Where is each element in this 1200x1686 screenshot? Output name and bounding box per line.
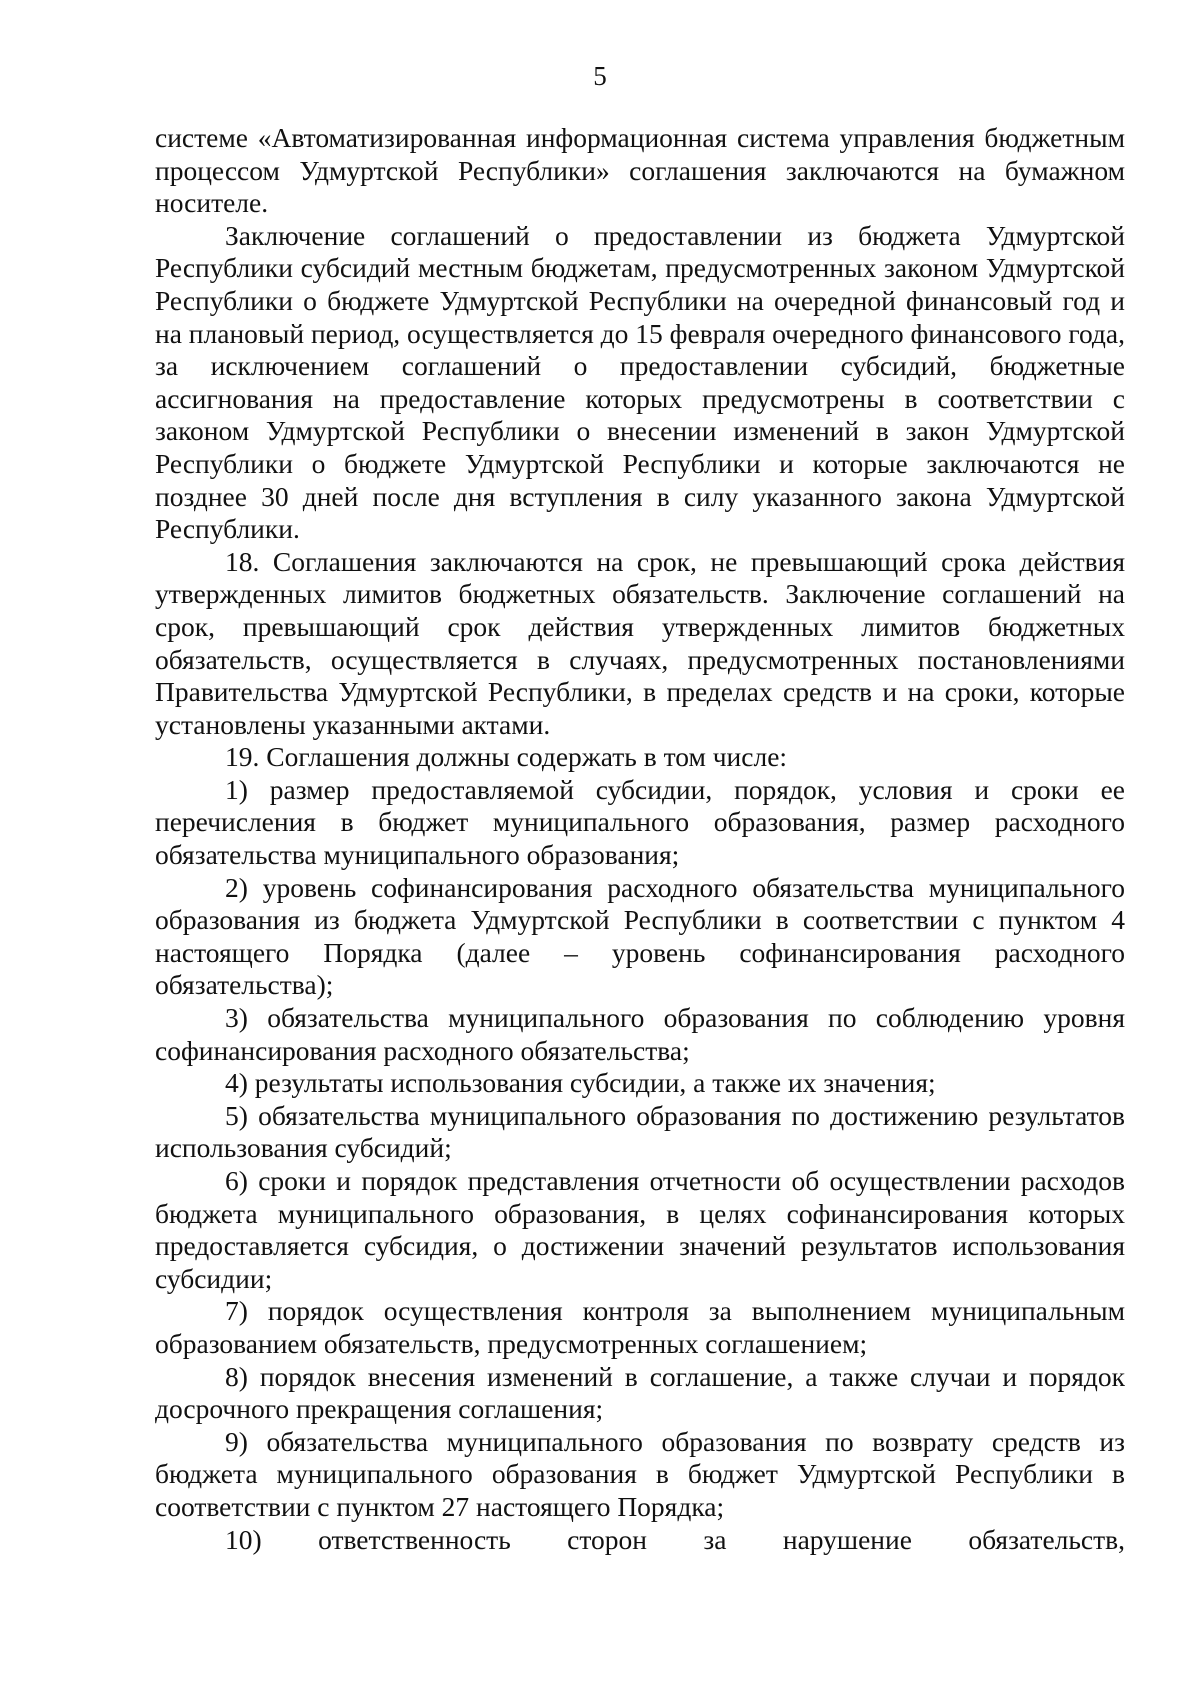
list-item-5: 5) обязательства муниципального образования по достижению результатов использования субсидий; <box>155 1099 1125 1164</box>
list-item-2: 2) уровень софинансирования расходного обязательства муниципального образования из бюджета Удмуртской Республики в соответствии с пунктом 4 настоящего Порядка (далее – уровень софинансирования расходного обязательства); <box>155 871 1125 1001</box>
paragraph-agreement-dates: Заключение соглашений о предоставлении из бюджета Удмуртской Республики субсидий местным бюджетам, предусмотренных законом Удмуртской Республики о бюджете Удмуртской Республики на очередной финансовый год и на плановый период, осуществляется до 15 февраля очередного финансового года, за исключением соглашений о предоставлении субсидий, бюджетные ассигнования на предоставление которых предусмотрены в соответствии с законом Удмуртской Республики о внесении изменений в закон Удмуртской Республики о бюджете Удмуртской Республики и которые заключаются не позднее 30 дней после дня вступления в силу указанного закона Удмуртской Республики. <box>155 219 1125 545</box>
document-body <box>155 122 1125 1556</box>
paragraph-continuation: системе «Автоматизированная информационная система управления бюджетным процессом Удмуртской Республики» соглашения заключаются на бумажном носителе. <box>155 122 1125 219</box>
list-item-4: 4) результаты использования субсидии, а также их значения; <box>225 1067 936 1099</box>
list-item-10: 10) ответственность сторон за нарушение обязательств, <box>225 1523 1125 1555</box>
list-item-1: 1) размер предоставляемой субсидии, порядок, условия и сроки ее перечисления в бюджет муниципального образования, размер расходного обязательства муниципального образования; <box>155 773 1125 871</box>
page-number: 5 <box>593 61 607 91</box>
paragraph-item-18: 18. Соглашения заключаются на срок, не превышающий срока действия утвержденных лимитов бюджетных обязательств. Заключение соглашений на срок, превышающий срок действия утвержденных лимитов бюджетных обязательств, осуществляется в случаях, предусмотренных постановлениями Правительства Удмуртской Республики, в пределах средств и на сроки, которые установлены указанными актами. <box>155 545 1125 740</box>
list-item-7: 7) порядок осуществления контроля за выполнением муниципальным образованием обязательств, предусмотренных соглашением; <box>155 1295 1125 1359</box>
list-item-8: 8) порядок внесения изменений в соглашение, а также случаи и порядок досрочного прекращения соглашения; <box>155 1360 1125 1425</box>
list-item-6: 6) сроки и порядок представления отчетности об осуществлении расходов бюджета муниципального образования, в целях софинансирования которых предоставляется субсидия, о достижении значений результатов использования субсидии; <box>155 1165 1125 1294</box>
list-item-3: 3) обязательства муниципального образования по соблюдению уровня софинансирования расходного обязательства; <box>155 1002 1125 1066</box>
list-item-9: 9) обязательства муниципального образования по возврату средств из бюджета муниципального образования в бюджет Удмуртской Республики в соответствии с пунктом 27 настоящего Порядка; <box>155 1425 1125 1522</box>
paragraph-item-19: 19. Соглашения должны содержать в том числе: <box>225 741 788 773</box>
